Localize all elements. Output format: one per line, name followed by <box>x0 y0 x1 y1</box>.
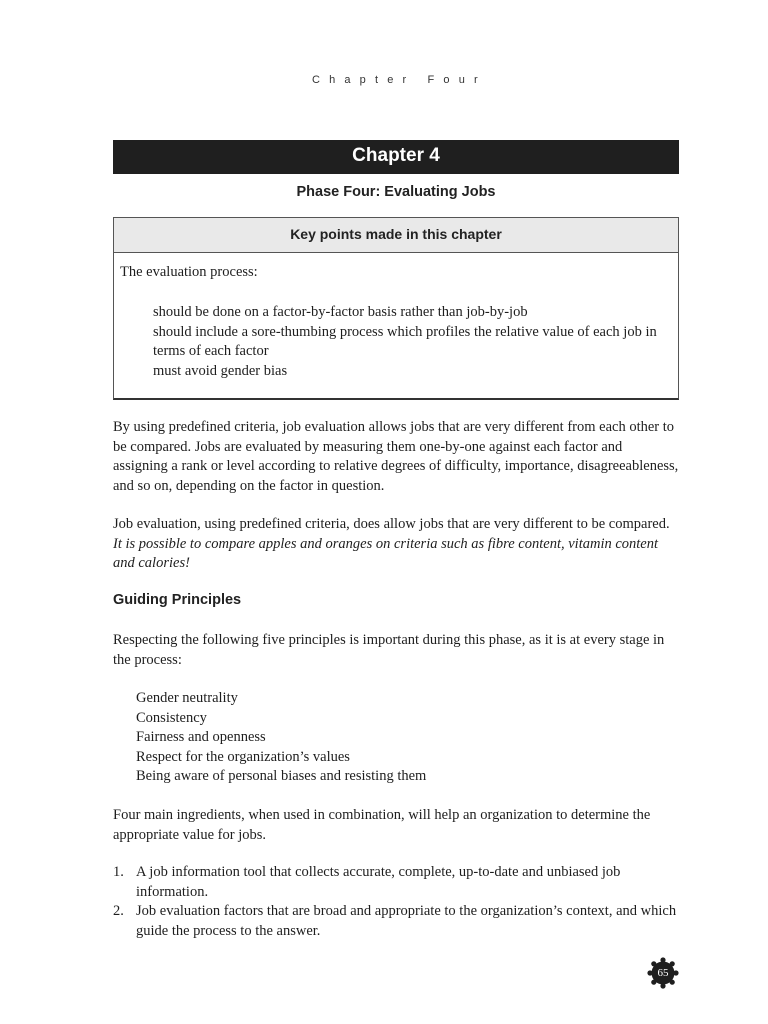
key-points-header: Key points made in this chapter <box>114 218 678 253</box>
ingredient-item <box>113 902 679 941</box>
ingredient-item <box>113 863 679 902</box>
page-number-badge <box>647 957 679 989</box>
paragraph-apples-oranges-italic: It is possible to compare apples and oranges on criteria such as fibre content, vitamin content and calories! <box>113 535 659 571</box>
key-points-list <box>153 303 673 381</box>
phase-title: Phase Four: Evaluating Jobs <box>296 184 496 200</box>
key-points-box <box>113 217 679 400</box>
page-number: 65 <box>657 967 669 979</box>
key-point-item: should include a sore-thumbing process which profiles the relative value of each job in terms of each factor <box>153 323 657 359</box>
ingredient-number: 2. <box>113 903 124 919</box>
paragraph-apples-oranges-plain: Job evaluation, using predefined criteria, does allow jobs that are very different to be compared. <box>113 516 670 532</box>
chapter-banner: Chapter 4 <box>113 140 679 174</box>
principle-item: Being aware of personal biases and resisting them <box>136 768 427 784</box>
ingredient-text: Job evaluation factors that are broad and appropriate to the organization’s context, and which guide the process to the answer. <box>136 903 677 939</box>
key-point-item: should be done on a factor-by-factor basis rather than job-by-job <box>153 304 528 320</box>
principle-item: Consistency <box>136 709 207 726</box>
paragraph-five-principles: Respecting the following five principles is important during this phase, as it is at every stage in the process: <box>113 632 665 668</box>
paragraph-apples-oranges <box>113 515 679 574</box>
guiding-principles-heading: Guiding Principles <box>113 592 242 608</box>
principles-list <box>136 689 426 787</box>
ingredient-text: A job information tool that collects accurate, complete, up-to-date and unbiased job information. <box>136 864 621 900</box>
paragraph-four-ingredients: Four main ingredients, when used in combination, will help an organization to determine the appropriate value for jobs. <box>113 807 651 843</box>
principle-item: Fairness and openness <box>136 729 266 745</box>
principle-item: Respect for the organization’s values <box>136 748 350 765</box>
paragraph-predefined-criteria: By using predefined criteria, job evaluation allows jobs that are very different from each other to be compared. Jobs are evaluated by measuring them one-by-one against each factor and assigning a rank or level according to relative degrees of difficulty, importance, disagreeableness, and so on, depending on the factor in question. <box>113 419 679 494</box>
ingredient-number: 1. <box>113 864 124 880</box>
key-points-intro: The evaluation process: <box>120 264 258 280</box>
principle-item: Gender neutrality <box>136 690 238 706</box>
running-head: C h a p t e r F o u r <box>312 74 478 86</box>
ingredients-list <box>113 863 679 941</box>
key-point-item: must avoid gender bias <box>153 362 288 379</box>
